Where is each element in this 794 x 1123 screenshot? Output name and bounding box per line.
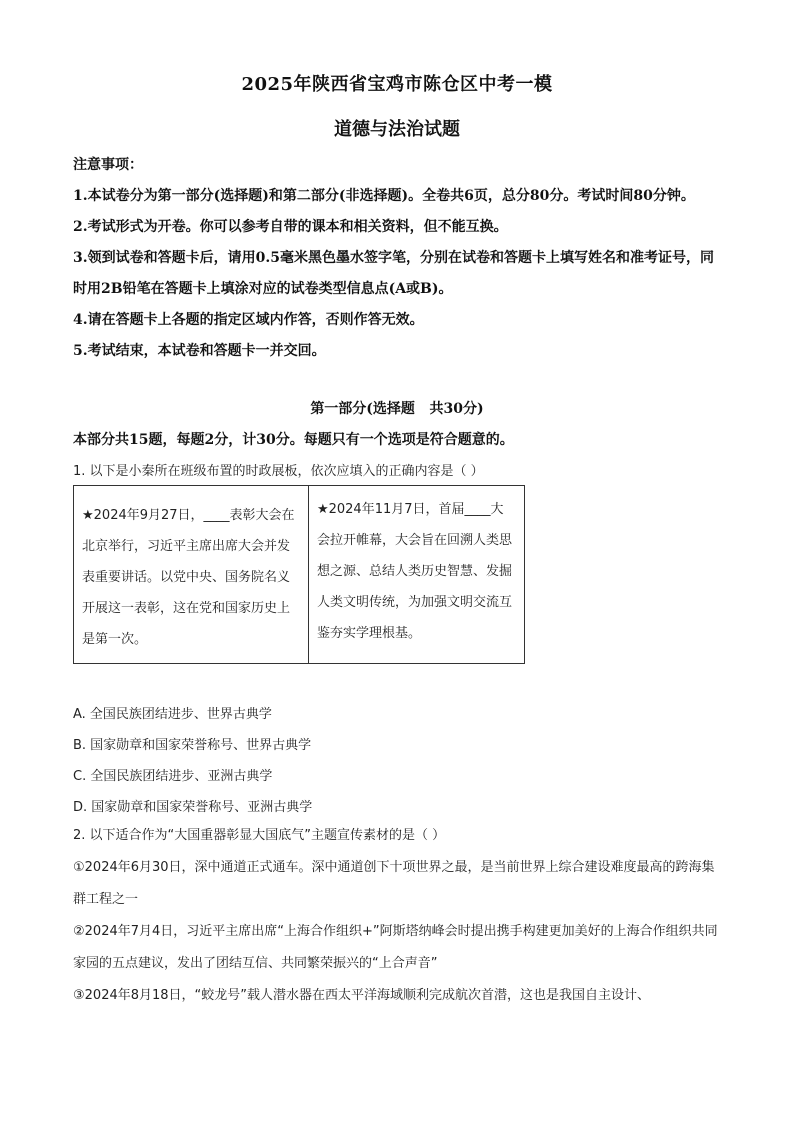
notes-item: 1.本试卷分为第一部分(选择题)和第二部分(非选择题)。全卷共6页，总分80分。考试时间80分钟。 bbox=[73, 188, 695, 204]
notes-item: 5.考试结束，本试卷和答题卡一并交回。 bbox=[73, 343, 326, 359]
q1-news-board bbox=[73, 485, 525, 664]
q1-stem: 1. 以下是小秦所在班级布置的时政展板，依次应填入的正确内容是（ ） bbox=[73, 464, 484, 479]
part1-heading: 第一部分(选择题 共30分) bbox=[310, 401, 484, 417]
q2-item: ③2024年8月18日，“蛟龙号”载人潜水器在西太平洋海域顺利完成航次首潜，这也是我国自主设计、 bbox=[73, 988, 651, 1003]
notes-heading: 注意事项： bbox=[73, 157, 143, 173]
notes-item: 2.考试形式为开卷。你可以参考自带的课本和相关资料，但不能互换。 bbox=[73, 219, 508, 235]
q2-item: ①2024年6月30日，深中通道正式通车。深中通道创下十项世界之最，是当前世界上综合建设难度最高的跨海集群工程之一 bbox=[73, 860, 715, 907]
notes-section bbox=[73, 150, 723, 367]
q1-news-right: ★2024年11月7日，首届____大会拉开帷幕，大会旨在回溯人类思想之源、总结人类历史智慧、发掘人类文明传统，为加强文明交流互鉴夯实学理根基。 bbox=[316, 502, 512, 641]
q1-option-d[interactable]: D. 国家勋章和国家荣誉称号、亚洲古典学 bbox=[73, 800, 313, 815]
q1-news-left: ★2024年9月27日，____表彰大会在北京举行，习近平主席出席大会并发表重要讲话。以党中央、国务院名义开展这一表彰，这在党和国家历史上是第一次。 bbox=[74, 486, 309, 663]
q2-item: ②2024年7月4日，习近平主席出席“上海合作组织+”阿斯塔纳峰会时提出携手构建更加美好的上海合作组织共同家园的五点建议，发出了团结互信、共同繁荣振兴的“上合声音” bbox=[73, 924, 718, 971]
q2-items bbox=[73, 852, 723, 1012]
q1-option-c[interactable]: C. 全国民族团结进步、亚洲古典学 bbox=[73, 769, 273, 784]
notes-item: 4.请在答题卡上各题的指定区域内作答，否则作答无效。 bbox=[73, 312, 424, 328]
exam-subtitle: 道德与法治试题 bbox=[334, 119, 460, 140]
exam-title: 2025年陕西省宝鸡市陈仓区中考一模 bbox=[241, 74, 553, 95]
notes-item: 3.领到试卷和答题卡后，请用0.5毫米黑色墨水签字笔，分别在试卷和答题卡上填写姓名和准考证号，同时用2B铅笔在答题卡上填涂对应的试卷类型信息点(A或B)。 bbox=[73, 250, 714, 297]
q1-option-a[interactable]: A. 全国民族团结进步、世界古典学 bbox=[73, 707, 272, 722]
q1-option-b[interactable]: B. 国家勋章和国家荣誉称号、世界古典学 bbox=[73, 738, 312, 753]
part1-intro: 本部分共15题，每题2分，计30分。每题只有一个选项是符合题意的。 bbox=[73, 432, 514, 448]
q2-stem: 2. 以下适合作为“大国重器彰显大国底气”主题宣传素材的是（ ） bbox=[73, 828, 446, 843]
